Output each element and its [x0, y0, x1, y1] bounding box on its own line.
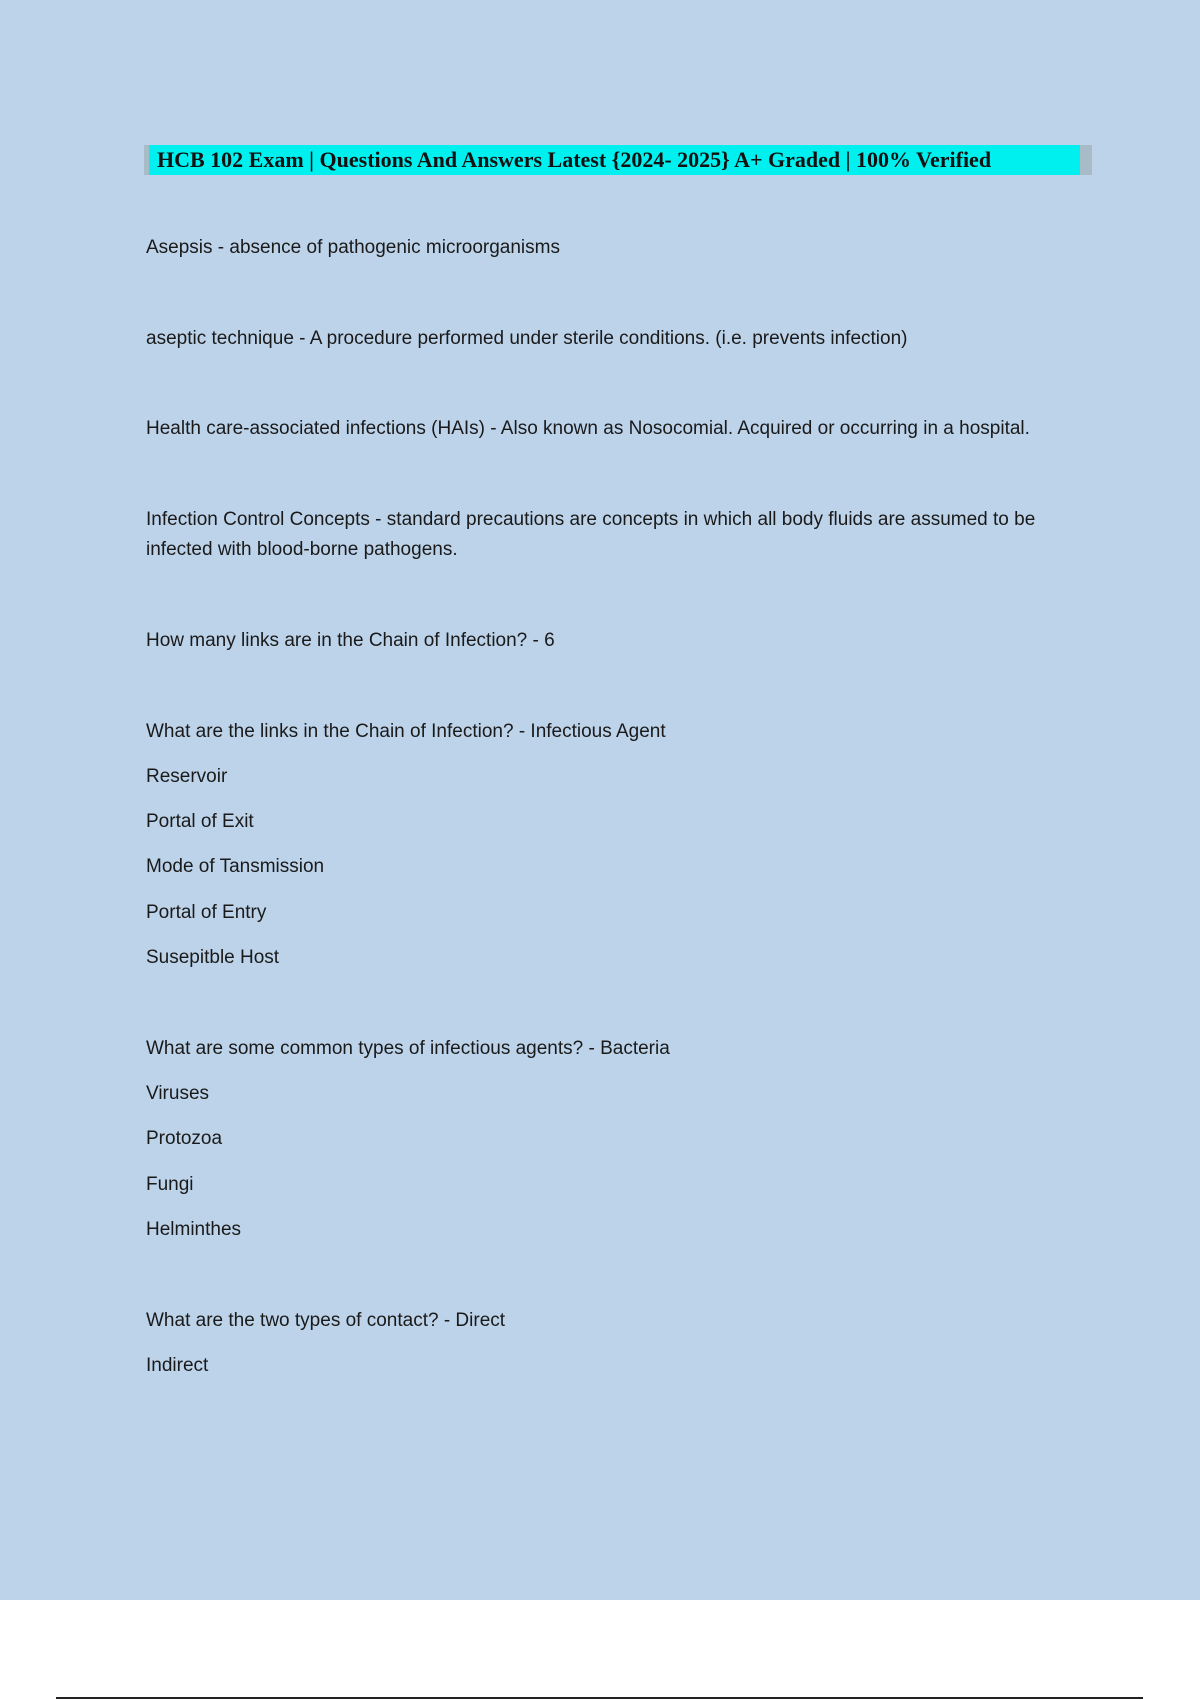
entry-chain-links-question: What are the links in the Chain of Infection? - Infectious Agent	[146, 721, 666, 742]
list-item: Reservoir	[146, 766, 228, 787]
document-title: HCB 102 Exam | Questions And Answers Latest {2024- 2025} A+ Graded | 100% Verified	[144, 145, 1092, 175]
entry-chain-links-count: How many links are in the Chain of Infection? - 6	[146, 630, 555, 651]
list-item: Fungi	[146, 1174, 194, 1195]
list-item: Portal of Exit	[146, 811, 254, 832]
list-item: Susepitble Host	[146, 947, 280, 968]
list-item: Indirect	[146, 1355, 209, 1376]
entry-contact-types-question: What are the two types of contact? - Direct	[146, 1310, 506, 1331]
list-item: Mode of Tansmission	[146, 856, 325, 877]
entry-infectious-agents-question: What are some common types of infectious agents? - Bacteria	[146, 1038, 670, 1059]
list-item: Helminthes	[146, 1219, 242, 1240]
list-item: Viruses	[146, 1083, 210, 1104]
entry-asepsis: Asepsis - absence of pathogenic microorganisms	[146, 237, 560, 258]
list-item: Protozoa	[146, 1128, 223, 1149]
footer-divider	[56, 1697, 1143, 1699]
list-item: Portal of Entry	[146, 902, 267, 923]
entry-hais: Health care-associated infections (HAIs) - Also known as Nosocomial. Acquired or occurring in a hospital.	[146, 418, 1030, 439]
entry-infection-control: Infection Control Concepts - standard precautions are concepts in which all body fluids are assumed to be infected with blood-borne pathogens.	[146, 509, 1036, 560]
entry-aseptic-technique: aseptic technique - A procedure performed under sterile conditions. (i.e. prevents infection)	[146, 328, 908, 349]
